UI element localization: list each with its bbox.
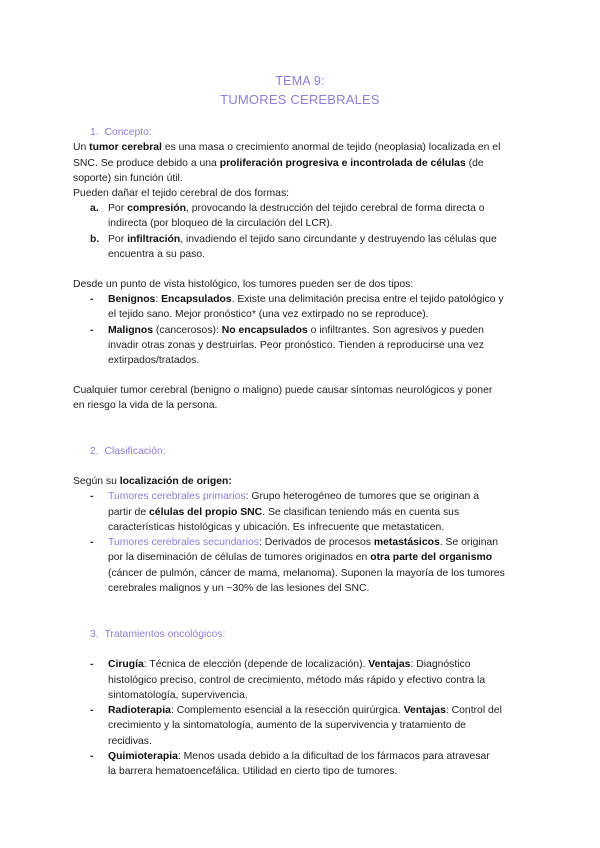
list-item: Malignos (cancerosos): No encapsulados o infiltrantes. Son agresivos y pueden bbox=[108, 325, 484, 336]
list-item: indirecta (por bloqueo de la circulación del LCR). bbox=[108, 218, 333, 229]
paragraph: Desde un punto de vista histológico, los tumores pueden ser de dos tipos: bbox=[73, 279, 414, 290]
list-marker: b. bbox=[90, 234, 100, 245]
section-1-heading: 1. Concepto: bbox=[90, 127, 152, 138]
list-item: (cáncer de pulmón, cáncer de mama, melanoma). Suponen la mayoría de los tumores bbox=[108, 568, 505, 579]
list-marker: - bbox=[90, 537, 94, 548]
list-item: extirpados/tratados. bbox=[108, 355, 200, 366]
list-item: histológico preciso, control de crecimiento, método más rápido y efectivo contra la bbox=[108, 675, 486, 686]
list-item: la barrera hematoencefálica. Utilidad en cierto tipo de tumores. bbox=[108, 766, 398, 777]
paragraph: SNC. Se produce debido a una proliferación progresiva e incontrolada de células (de bbox=[73, 158, 484, 169]
list-item: Por compresión, provocando la destrucción del tejido cerebral de forma directa o bbox=[108, 203, 485, 214]
list-item: cerebrales malignos y un ~30% de las lesiones del SNC. bbox=[108, 583, 370, 594]
paragraph: Según su localización de origen: bbox=[73, 476, 232, 487]
list-item: por la diseminación de células de tumores originados en otra parte del organismo bbox=[108, 552, 493, 563]
list-marker: - bbox=[90, 705, 94, 716]
list-marker: - bbox=[90, 491, 94, 502]
list-item: recidivas. bbox=[108, 736, 152, 747]
list-item: Tumores cerebrales secundarios: Derivados de procesos metastásicos. Se originan bbox=[108, 537, 499, 548]
paragraph: Un tumor cerebral es una masa o crecimiento anormal de tejido (neoplasia) localizada en el bbox=[73, 142, 501, 153]
list-item: sintomatología, supervivencia. bbox=[108, 690, 248, 701]
list-marker: - bbox=[90, 751, 94, 762]
list-item: partir de células del propio SNC. Se clasifican teniendo más en cuenta sus bbox=[108, 507, 460, 518]
page-title: TUMORES CEREBRALES bbox=[220, 92, 380, 107]
list-item: Cirugía: Técnica de elección (depende de localización). Ventajas: Diagnóstico bbox=[108, 659, 471, 670]
list-marker: a. bbox=[90, 203, 99, 214]
section-3-heading: 3. Tratamientos oncológicos: bbox=[90, 629, 226, 640]
section-2-heading: 2. Clasificación: bbox=[90, 446, 166, 457]
paragraph: Cualquier tumor cerebral (benigno o maligno) puede causar síntomas neurológicos y poner bbox=[73, 385, 493, 396]
paragraph: en riesgo la vida de la persona. bbox=[73, 400, 218, 411]
list-marker: - bbox=[90, 294, 94, 305]
paragraph: soporte) sin función útil. bbox=[73, 173, 183, 184]
list-item: características histológicas y ubicación. Es infrecuente que metastaticen. bbox=[108, 522, 445, 533]
list-item: el tejido sano. Mejor pronóstico* (una vez extirpado no se reproduce). bbox=[108, 309, 429, 320]
paragraph: Pueden dañar el tejido cerebral de dos formas: bbox=[73, 188, 290, 199]
list-item: Quimioterapia: Menos usada debido a la dificultad de los fármacos para atravesar bbox=[108, 751, 490, 762]
list-item: encuentra a su paso. bbox=[108, 249, 206, 260]
list-item: Por infiltración, invadiendo el tejido sano circundante y destruyendo las células que bbox=[108, 234, 497, 245]
list-item: Tumores cerebrales primarios: Grupo heterogéneo de tumores que se originan a bbox=[108, 491, 479, 502]
list-item: Benignos: Encapsulados. Existe una delimitación precisa entre el tejido patológico y bbox=[108, 294, 504, 305]
list-item: invadir otras zonas y destruirlas. Peor pronóstico. Tienden a reproducirse una vez bbox=[108, 340, 484, 351]
list-item: crecimiento y la sintomatología, aumento de la supervivencia y tratamiento de bbox=[108, 720, 467, 731]
list-marker: - bbox=[90, 659, 94, 670]
list-item: Radioterapia: Complemento esencial a la resección quirúrgica. Ventajas: Control del bbox=[108, 705, 502, 716]
list-marker: - bbox=[90, 325, 94, 336]
tema-label: TEMA 9: bbox=[275, 74, 325, 88]
